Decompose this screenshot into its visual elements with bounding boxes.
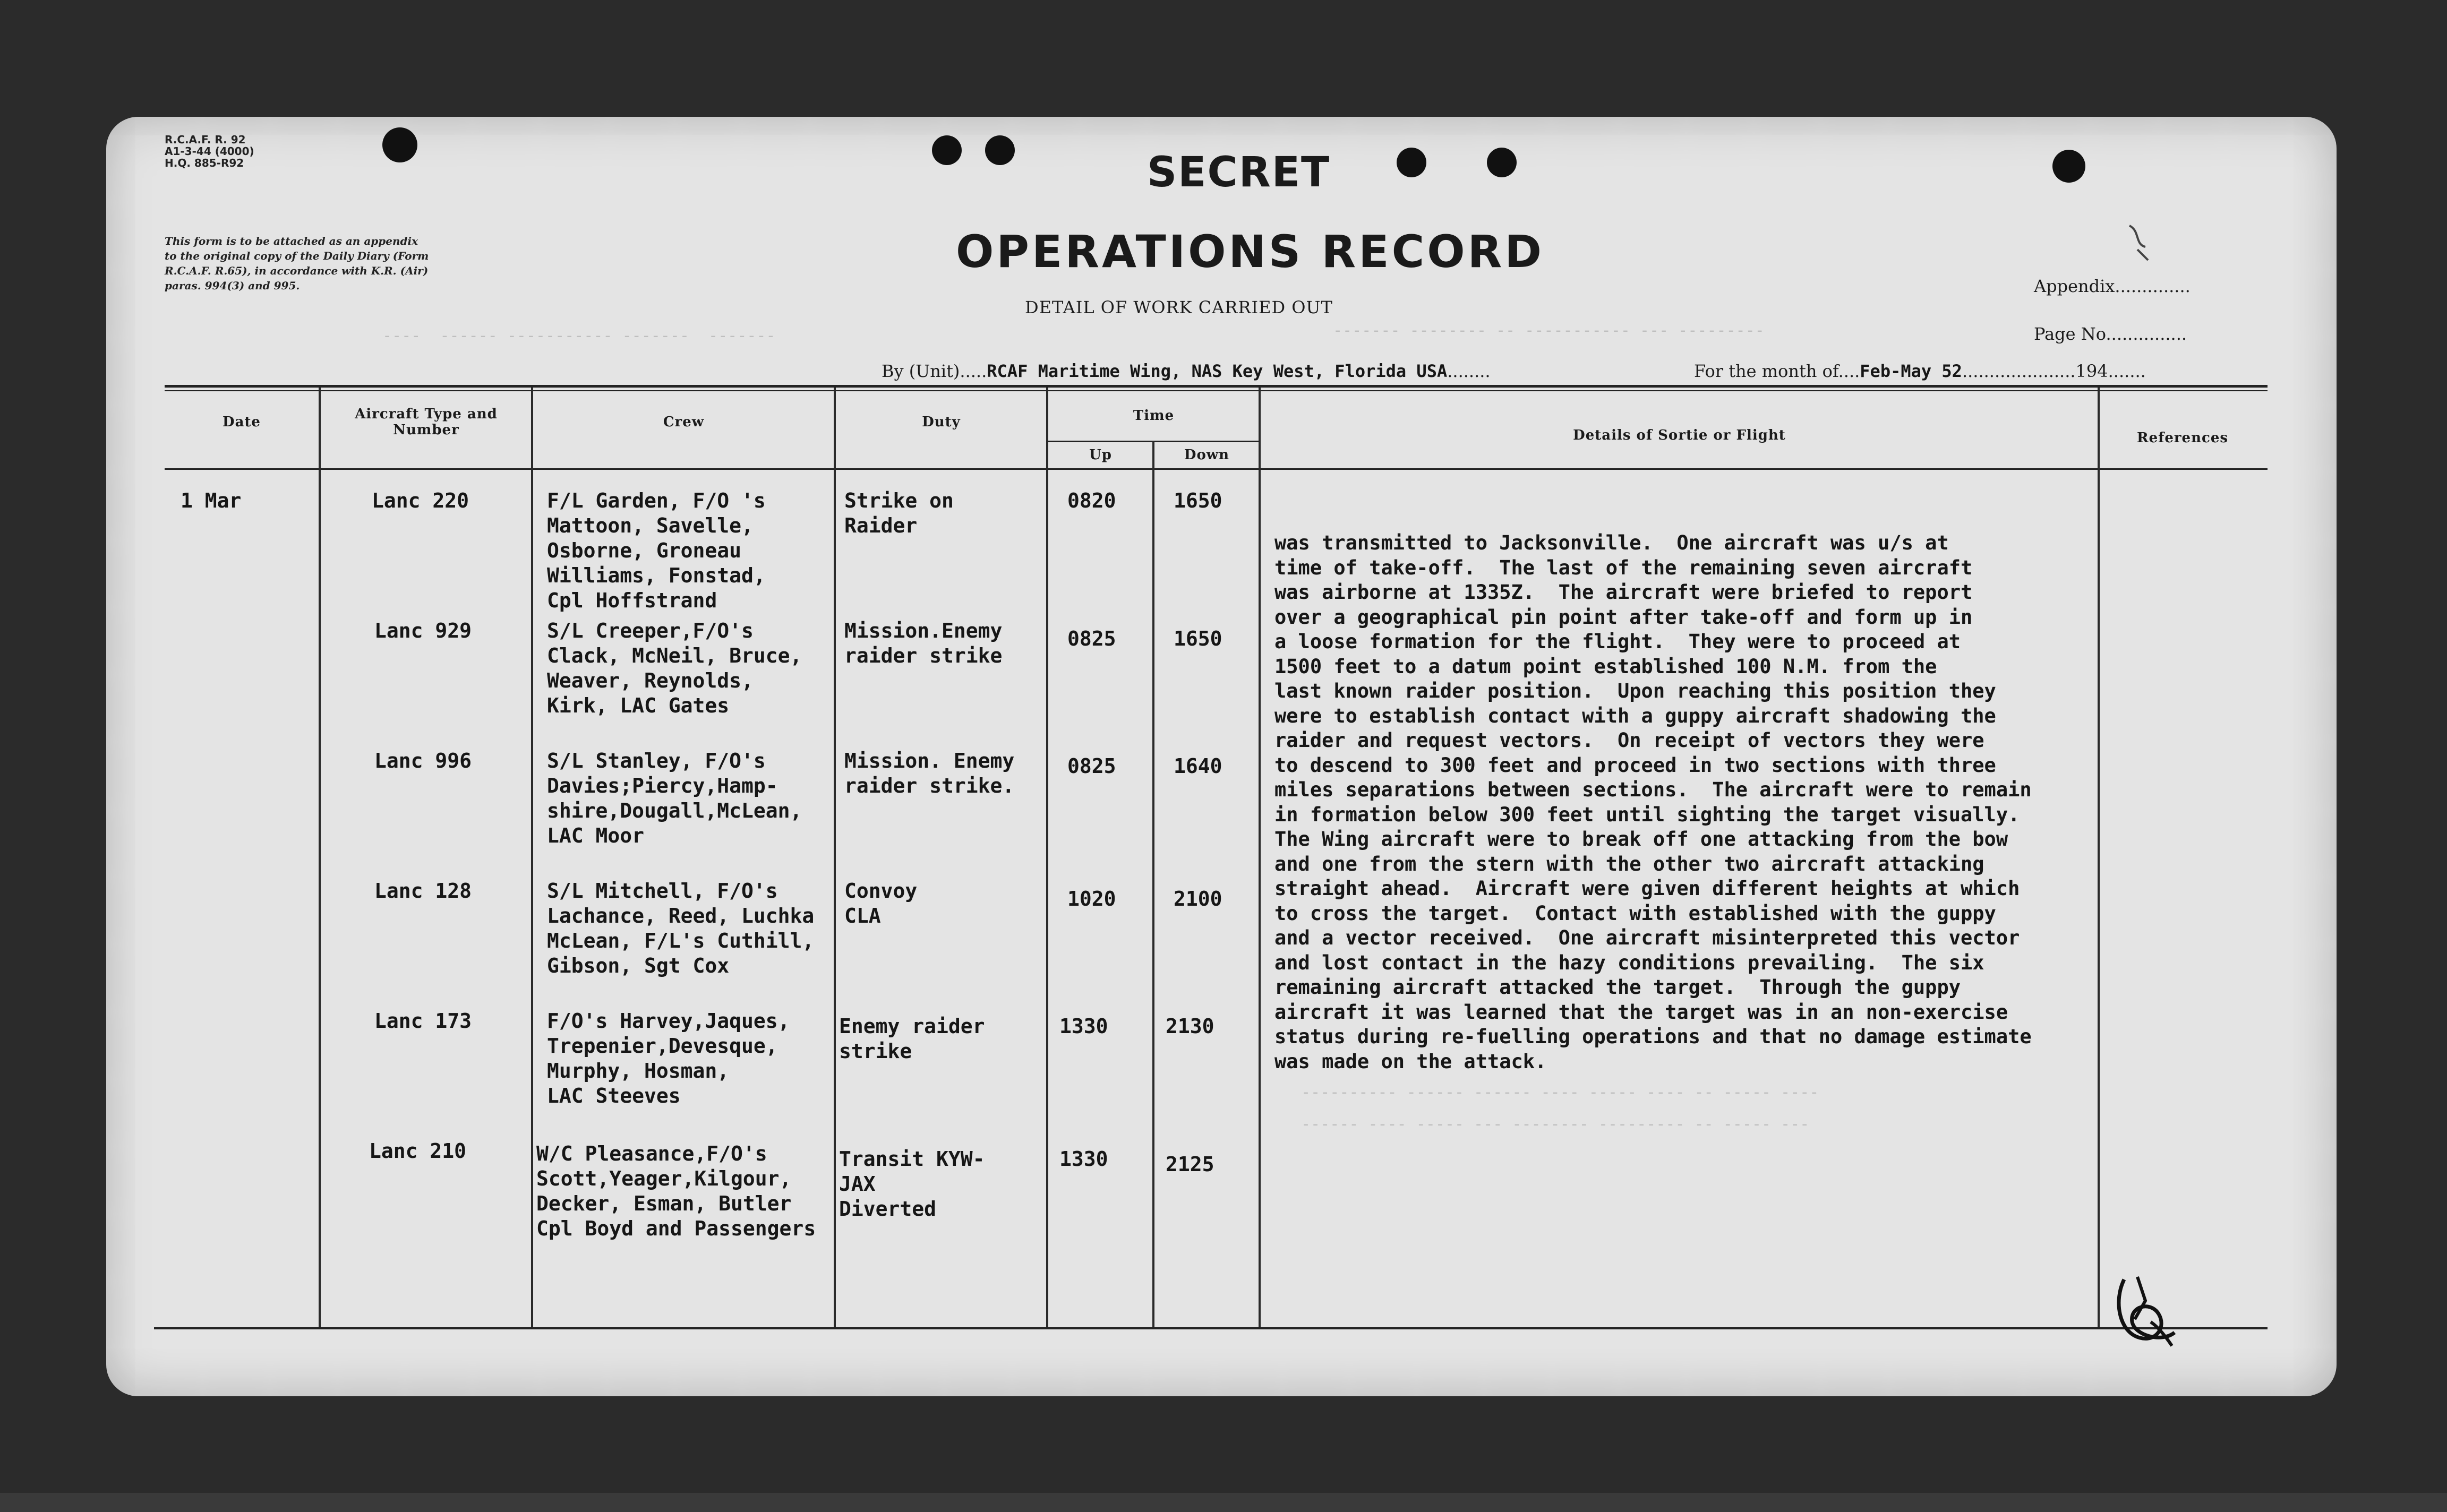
duty-cell: Mission.Enemy raider strike bbox=[844, 619, 1003, 667]
pencil-mark bbox=[2124, 220, 2156, 263]
bleed-through: ------- ------- ----------- ------ ---- bbox=[382, 327, 776, 345]
header-crew: Crew bbox=[663, 414, 705, 430]
page-number-label: Page No. bbox=[2034, 324, 2111, 344]
up-time-cell: 1330 bbox=[1059, 1015, 1108, 1038]
up-time-cell: 0825 bbox=[1067, 627, 1116, 650]
crew-cell: F/O's Harvey,Jaques, Trepenier,Devesque, Murphy, Hosman, LAC Steeves bbox=[547, 1009, 790, 1107]
bleed-through: --------- --- ----------- -- -------- ------- bbox=[1333, 321, 1765, 340]
header-references: References bbox=[2136, 430, 2229, 446]
punch-hole bbox=[1487, 148, 1517, 177]
month-field: For the month of....Feb-May 52.....................194....... bbox=[1694, 361, 2146, 381]
page-number-field: Page No............... bbox=[2034, 324, 2187, 344]
aircraft-cell: Lanc 210 bbox=[369, 1139, 467, 1163]
unit-field: By (Unit).....RCAF Maritime Wing, NAS Key West, Florida USA........ bbox=[882, 361, 1491, 381]
appendix-field: Appendix.............. bbox=[2034, 276, 2191, 296]
crew-cell: S/L Mitchell, F/O's Lachance, Reed, Luchka McLean, F/L's Cuthill, Gibson, Sgt Cox bbox=[547, 879, 815, 977]
form-code-line: A1-3-44 (4000) bbox=[165, 145, 254, 158]
duty-cell: Strike on Raider bbox=[844, 489, 954, 537]
column-divider bbox=[1259, 388, 1261, 1327]
down-time-cell: 2130 bbox=[1166, 1015, 1214, 1038]
unit-label: By (Unit) bbox=[882, 361, 960, 381]
header-duty: Duty bbox=[922, 414, 961, 430]
column-divider bbox=[531, 388, 533, 1327]
duty-cell: Mission. Enemy raider strike. bbox=[844, 749, 1015, 797]
document-page bbox=[106, 117, 2337, 1396]
classification-stamp: SECRET bbox=[1147, 149, 1331, 196]
duty-cell: Enemy raider strike bbox=[839, 1015, 985, 1063]
header-down: Down bbox=[1184, 447, 1230, 463]
down-time-cell: 1640 bbox=[1174, 754, 1222, 778]
punch-hole bbox=[1397, 148, 1426, 177]
column-divider bbox=[319, 388, 321, 1327]
column-divider bbox=[1046, 388, 1048, 1327]
appendix-label: Appendix bbox=[2034, 276, 2115, 296]
page-subtitle: DETAIL OF WORK CARRIED OUT bbox=[1025, 297, 1333, 317]
column-divider bbox=[2098, 388, 2100, 1327]
page-title: OPERATIONS RECORD bbox=[956, 226, 1545, 278]
punch-hole bbox=[932, 135, 962, 165]
aircraft-cell: Lanc 173 bbox=[374, 1009, 472, 1033]
month-label: For the month of bbox=[1694, 361, 1838, 381]
duty-cell: Transit KYW- JAX Diverted bbox=[839, 1147, 985, 1221]
aircraft-cell: Lanc 996 bbox=[374, 749, 472, 772]
form-code-line: R.C.A.F. R. 92 bbox=[165, 133, 246, 146]
scan-border bbox=[0, 1493, 2447, 1512]
table-top-rule bbox=[165, 390, 2268, 391]
down-time-cell: 1650 bbox=[1174, 627, 1222, 650]
up-time-cell: 1330 bbox=[1059, 1147, 1108, 1171]
form-code-line: H.Q. 885-R92 bbox=[165, 157, 244, 169]
header-time: Time bbox=[1133, 408, 1175, 424]
column-divider bbox=[1152, 441, 1154, 1327]
duty-cell: Convoy CLA bbox=[844, 879, 918, 927]
unit-value: RCAF Maritime Wing, NAS Key West, Florida USA bbox=[987, 361, 1448, 381]
month-value: Feb-May 52 bbox=[1860, 361, 1962, 381]
punch-hole bbox=[2052, 150, 2085, 183]
bleed-through: --- ----- -- --------- -------- --- ----- ---- ------ bbox=[1301, 1115, 1810, 1133]
punch-hole bbox=[382, 127, 417, 162]
header-details: Details of Sortie or Flight bbox=[1573, 427, 1786, 443]
header-aircraft: Aircraft Type and Number bbox=[355, 406, 498, 438]
date-cell: 1 Mar bbox=[181, 489, 242, 512]
handwritten-initials bbox=[2108, 1269, 2183, 1348]
attach-note: This form is to be attached as an appendix to the original copy of the Daily Diary (Form R.C.A.F. R.65), in accordance with K.R. (Air) paras. 994(3) and 995. bbox=[165, 235, 429, 292]
down-time-cell: 1650 bbox=[1174, 489, 1222, 512]
aircraft-cell: Lanc 929 bbox=[374, 619, 472, 642]
bleed-through: ---- ----- -- ---- ----- ---- ------ ------ ---------- bbox=[1301, 1083, 1819, 1102]
table-top-rule bbox=[165, 385, 2268, 388]
header-up: Up bbox=[1089, 447, 1112, 463]
down-time-cell: 2100 bbox=[1174, 887, 1222, 910]
crew-cell: F/L Garden, F/O 's Mattoon, Savelle, Osborne, Groneau Williams, Fonstad, Cpl Hoffstrand bbox=[547, 489, 766, 612]
up-time-cell: 0825 bbox=[1067, 754, 1116, 778]
up-time-cell: 1020 bbox=[1067, 887, 1116, 910]
down-time-cell: 2125 bbox=[1166, 1153, 1214, 1176]
aircraft-cell: Lanc 220 bbox=[372, 489, 469, 512]
crew-cell: W/C Pleasance,F/O's Scott,Yeager,Kilgour, Decker, Esman, Butler Cpl Boyd and Passengers bbox=[536, 1142, 816, 1240]
aircraft-cell: Lanc 128 bbox=[374, 879, 472, 903]
column-divider bbox=[834, 388, 836, 1327]
sortie-details-text: was transmitted to Jacksonville. One aircraft was u/s at time of take-off. The last of the remaining seven aircraft was airborne at 1335Z. The aircraft were briefed to report over a geographical pin point after take-off and form up in a loose formation for the flight. They were to proceed at 1500 feet to a datum point established 100 N.M. from the last known raider position. Upon reaching this position they were to establish contact with a guppy aircraft shadowing the raider and request vectors. On receipt of vectors they were to descend to 300 feet and proceed in two sections with three miles separations between sections. The aircraft were to remain in formation below 300 feet until sighting the target visually. The Wing aircraft were to break off one attacking from the bow and one from the stern with the other two aircraft attacking straight ahead. Aircraft were given different heights at which to cross the target. Contact with established with the guppy and a vector received. One aircraft misinterpreted this vector and lost contact in the hazy conditions prevailing. The six remaining aircraft attacked the target. Through the guppy aircraft it was learned that the target was in an non-exercise status during re-fuelling operations and that no damage estimate was made on the attack. bbox=[1274, 531, 2032, 1073]
year-suffix: 194 bbox=[2075, 361, 2108, 381]
form-code bbox=[165, 134, 254, 169]
crew-cell: S/L Stanley, F/O's Davies;Piercy,Hamp- shire,Dougall,McLean, LAC Moor bbox=[547, 749, 802, 847]
header-bottom-rule bbox=[165, 468, 2268, 470]
up-time-cell: 0820 bbox=[1067, 489, 1116, 512]
crew-cell: S/L Creeper,F/O's Clack, McNeil, Bruce, Weaver, Reynolds, Kirk, LAC Gates bbox=[547, 619, 802, 717]
table-bottom-rule bbox=[154, 1327, 2268, 1329]
header-date: Date bbox=[223, 414, 261, 430]
punch-hole bbox=[985, 135, 1015, 165]
